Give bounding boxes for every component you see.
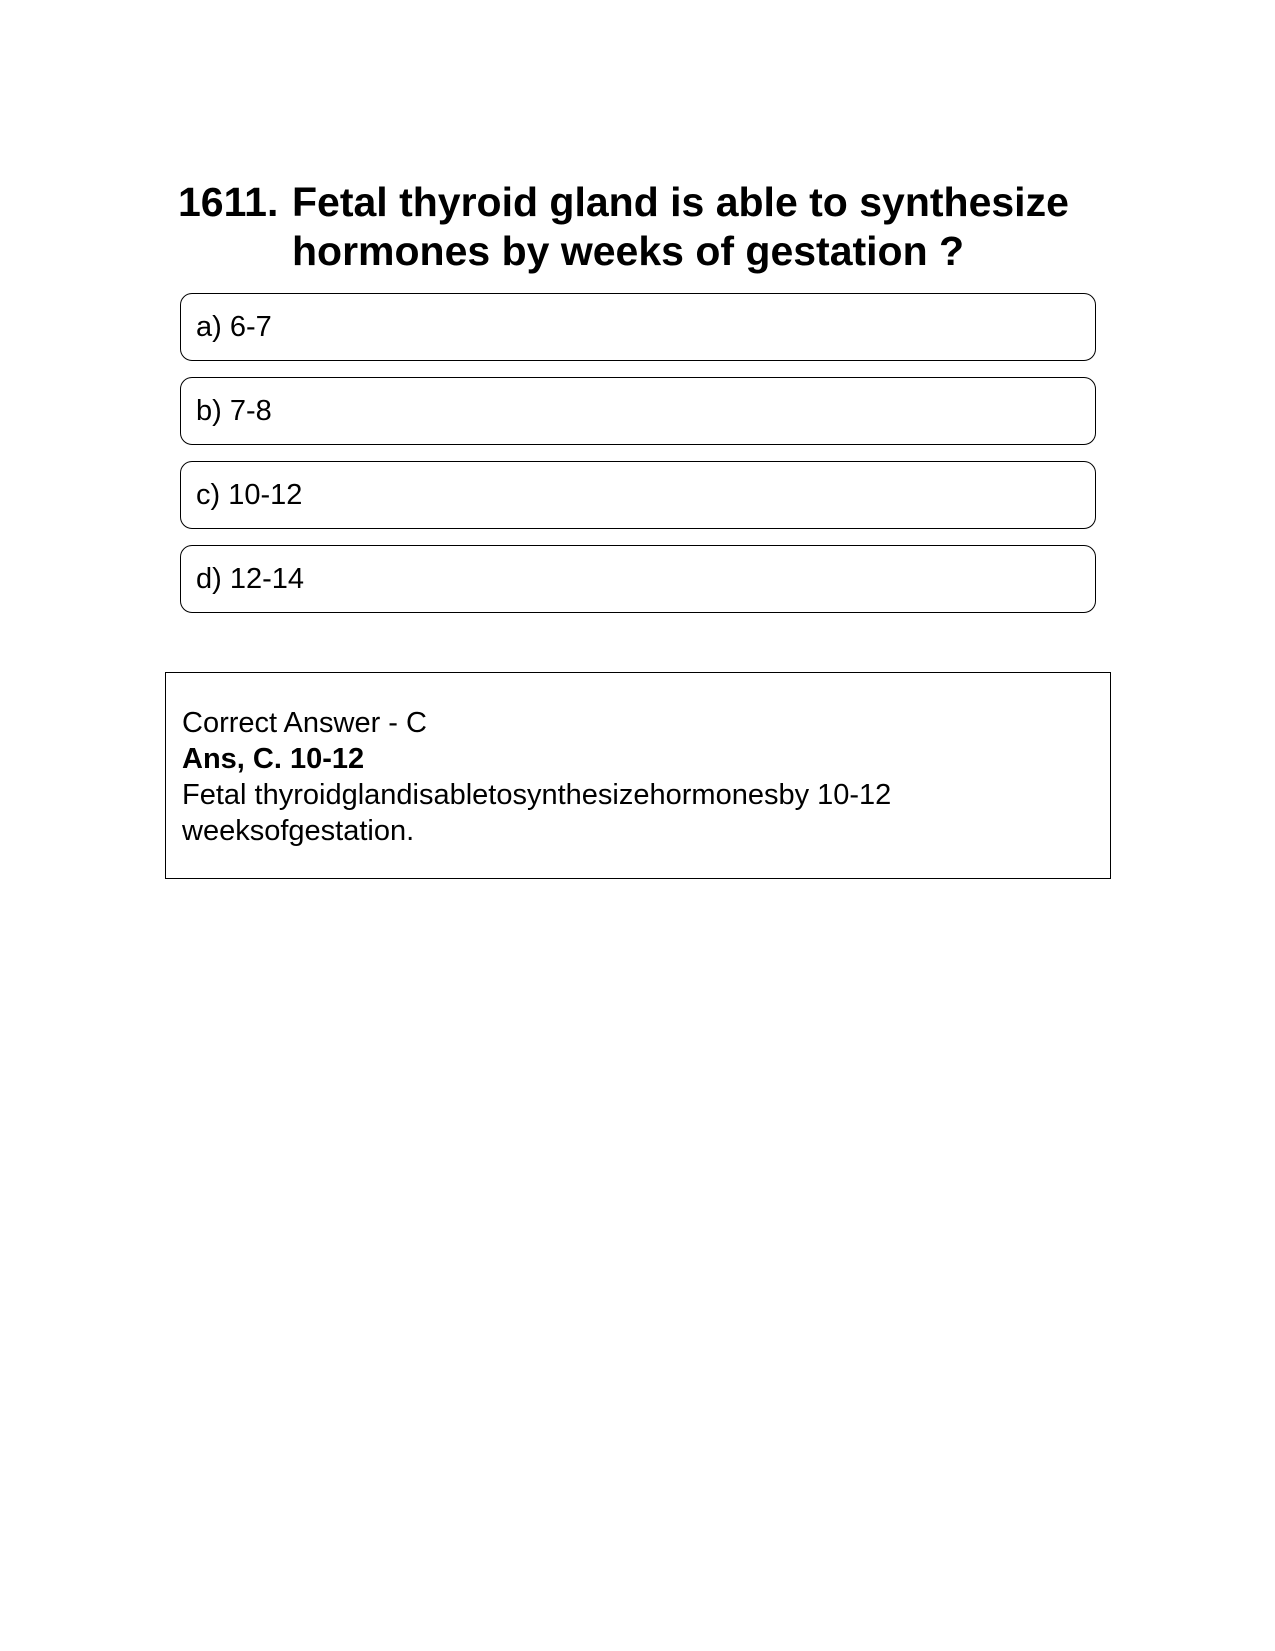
ans-line: Ans, C. 10-12 — [182, 743, 365, 775]
option-c[interactable] — [180, 461, 1096, 529]
option-a-label: a) 6-7 — [196, 310, 272, 343]
question-heading — [178, 178, 1098, 276]
correct-answer-line: Correct Answer - C — [182, 707, 427, 739]
option-b[interactable] — [180, 377, 1096, 445]
option-d[interactable] — [180, 545, 1096, 613]
question-number: 1611. — [178, 179, 279, 225]
option-c-label: c) 10-12 — [196, 478, 303, 511]
option-b-label: b) 7-8 — [196, 394, 272, 427]
answer-box — [165, 672, 1111, 879]
options-list — [180, 293, 1096, 629]
question-text: Fetal thyroid gland is able to synthesize hormones by weeks of gestation ? — [292, 179, 1069, 274]
option-a[interactable] — [180, 293, 1096, 361]
answer-explanation: Fetal thyroidglandisabletosynthesizehormonesby 10-12 weeksofgestation. — [182, 779, 892, 847]
option-d-label: d) 12-14 — [196, 562, 305, 595]
